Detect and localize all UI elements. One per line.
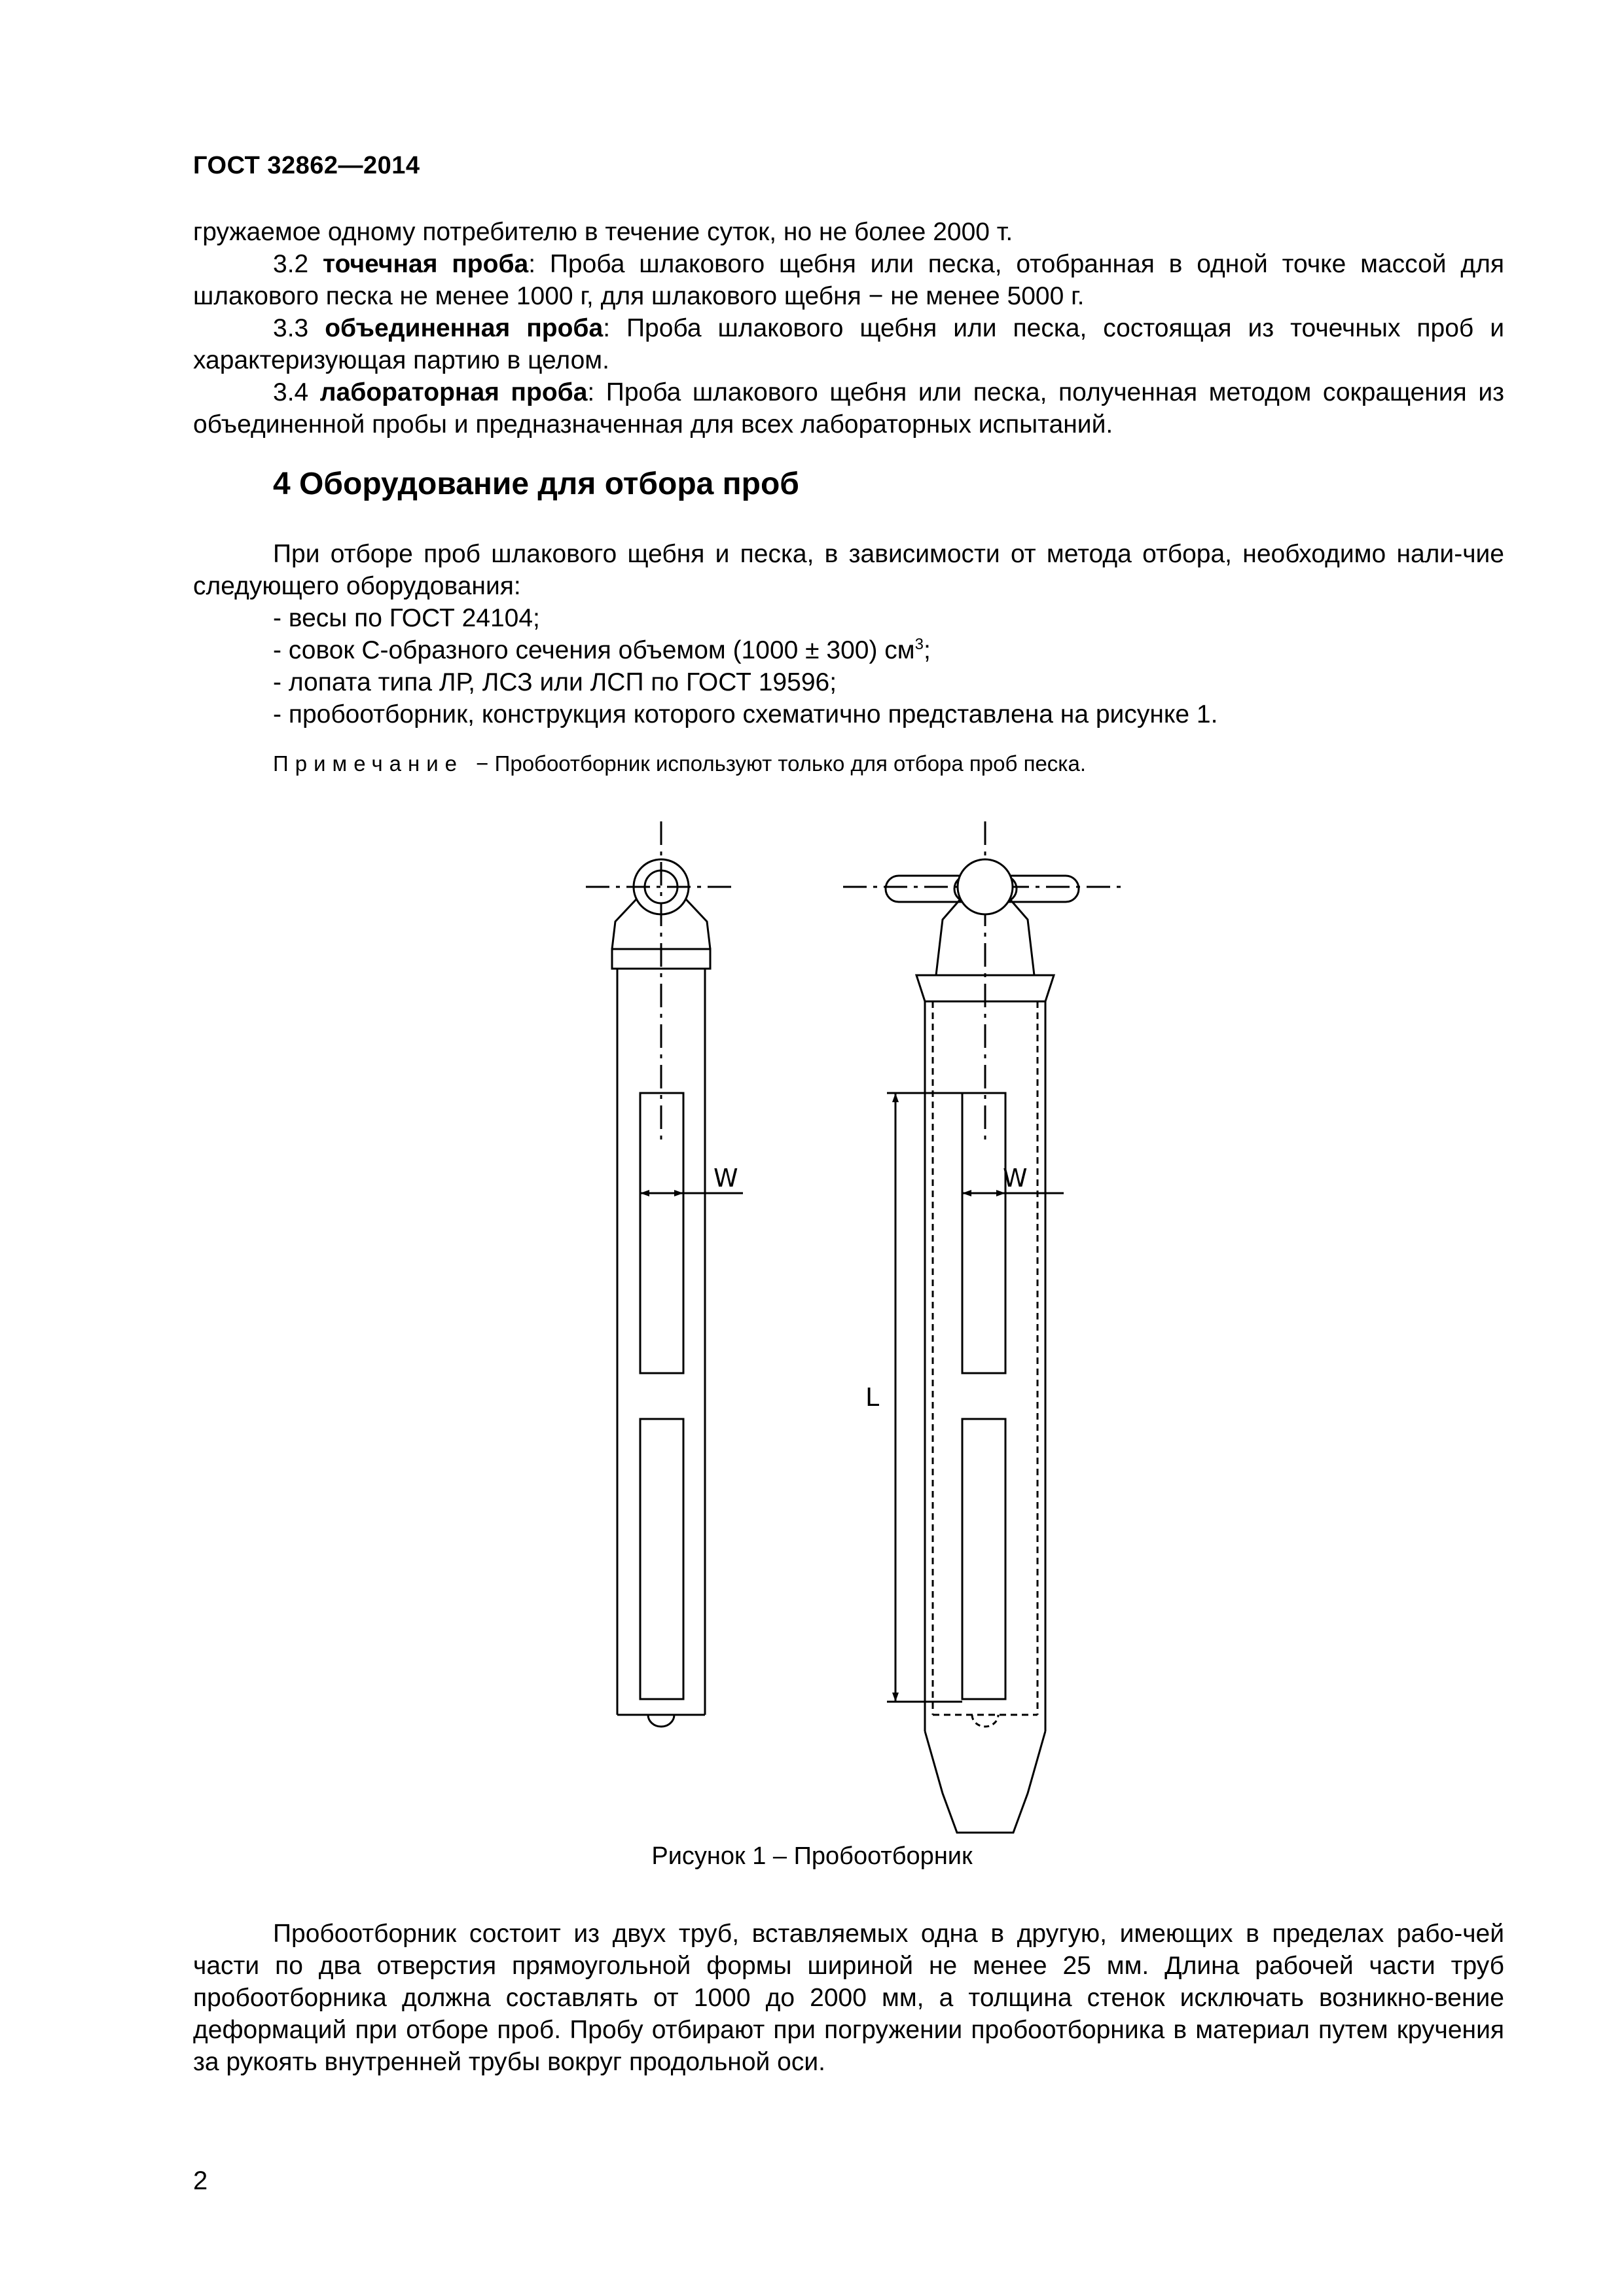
width-label: W xyxy=(713,1164,738,1193)
figure-caption: Рисунок 1 – Пробоотборник xyxy=(651,1842,973,1870)
note-label: Примечание xyxy=(273,751,464,776)
length-label: L xyxy=(865,1383,880,1412)
term: объединенная проба xyxy=(325,314,604,342)
width-label: W xyxy=(1003,1164,1028,1193)
list-item: - пробоотборник, конструкция которого схематично представлена на рисунке 1. xyxy=(273,700,1218,728)
section-intro: При отборе проб шлакового щебня и песка, в зависимости от метода отбора, необходимо нали-чие следующего оборудования: xyxy=(193,540,1504,600)
page-number: 2 xyxy=(193,2166,208,2195)
list-item: - совок С-образного сечения объемом (1000 ± 300) $см^3$; xyxy=(273,636,931,664)
list-item: - весы по ГОСТ 24104; xyxy=(273,604,540,632)
term: точечная проба xyxy=(323,250,529,278)
definition-3-3: 3.3 объединенная проба: Проба шлакового щебня или песка, состоящая из точечных проб и характеризующая партию в целом. xyxy=(193,314,1504,374)
term: лабораторная проба xyxy=(319,378,588,406)
definition-3-2: 3.2 точечная проба: Проба шлакового щебня или песка, отобранная в одной точке массой для шлакового песка не менее 1000 г, для шлакового щебня − не менее 5000 г. xyxy=(193,250,1504,310)
definition-3-4: 3.4 лабораторная проба: Проба шлакового щебня или песка, полученная методом сокращения из объединенной пробы и предназначенная для всех лабораторных испытаний. xyxy=(193,378,1504,439)
body-paragraph: Пробоотборник состоит из двух труб, вставляемых одна в другую, имеющих в пределах рабо-чей части по два отверстия прямоугольной формы шириной не менее 25 мм. Длина рабочей части труб пробоотборника должна составлять от 1000 до 2000 мм, а толщина стенок исключать возникно-вение деформаций при отборе проб. Пробу отбирают при погружении пробоотборника в материал путем кручения за рукоять внутренней трубы вокруг продольной оси. xyxy=(193,1920,1504,2076)
section-heading: 4 Оборудование для отбора проб xyxy=(273,467,799,501)
list-item: - лопата типа ЛР, ЛСЗ или ЛСП по ГОСТ 19596; xyxy=(273,668,837,696)
note-text: − Пробоотборник используют только для отбора проб песка. xyxy=(470,751,1086,776)
description-block xyxy=(193,1918,1504,2078)
document-header: ГОСТ 32862—2014 xyxy=(193,152,420,179)
continued-paragraph: гружаемое одному потребителю в течение суток, но не более 2000 т. xyxy=(193,218,1013,246)
